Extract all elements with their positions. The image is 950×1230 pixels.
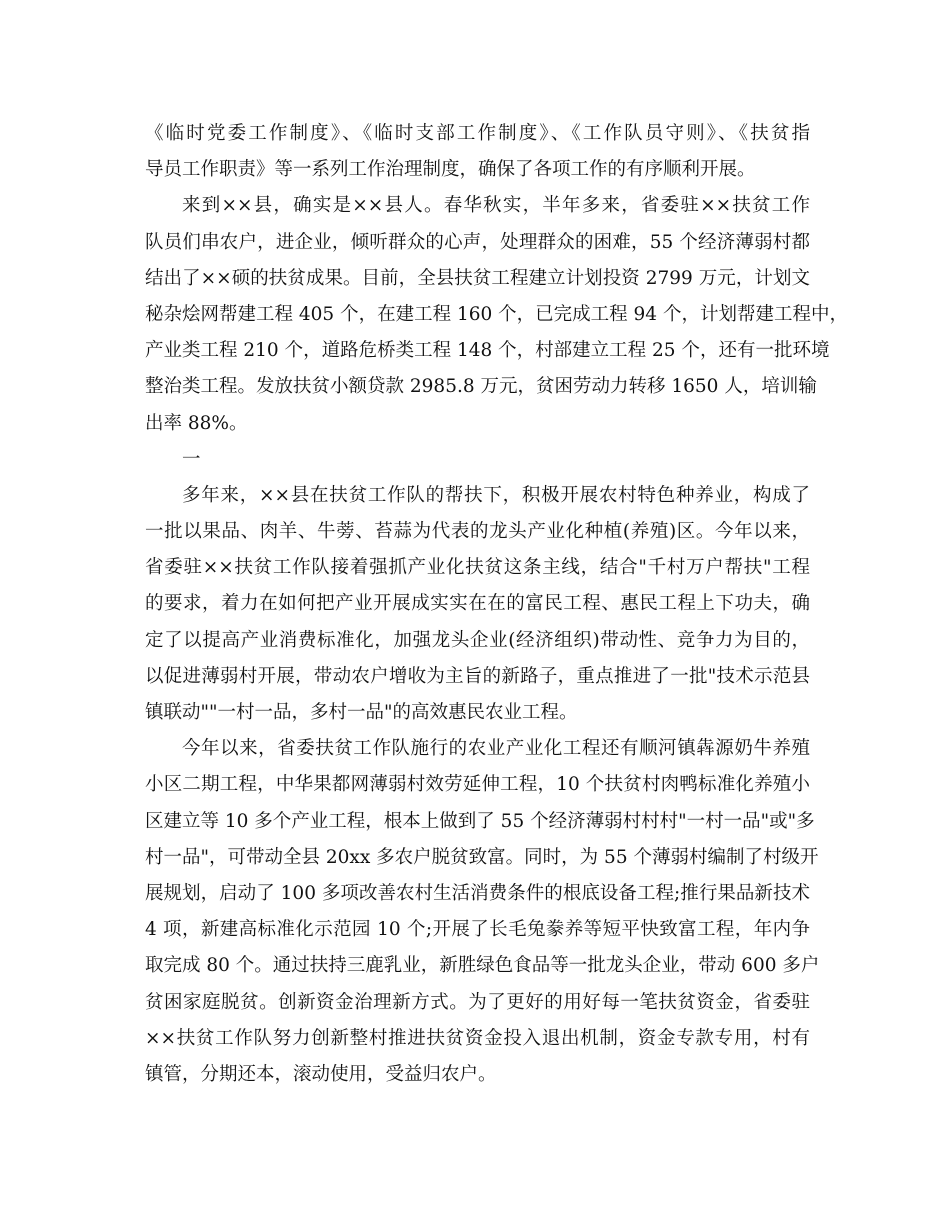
- text-line: 结出了××硕的扶贫成果。目前，全县扶贫工程建立计划投资 2799 万元，计划文: [145, 267, 810, 289]
- text-line: 区建立等 10 多个产业工程，根本上做到了 55 个经济薄弱村村村"一村一品"或"多: [145, 810, 815, 832]
- text-line: 定了以提高产业消费标准化，加强龙头企业(经济组织)带动性、竞争力为目的，: [145, 629, 810, 651]
- text-line: 秘杂烩网帮建工程 405 个，在建工程 160 个，已完成工程 94 个，计划帮建工程中，: [145, 303, 848, 325]
- text-line: 产业类工程 210 个，道路危桥类工程 148 个，村部建立工程 25 个，还有一批环境: [145, 340, 830, 362]
- text-line: 展规划，启动了 100 多项改善农村生活消费条件的根底设备工程;推行果品新技术: [145, 882, 810, 904]
- text-line: ××扶贫工作队努力创新整村推进扶贫资金投入退出机制，资金专款专用，村有: [145, 1027, 810, 1049]
- text-line: 镇管，分期还本，滚动使用，受益归农户。: [145, 1063, 497, 1085]
- text-line: 小区二期工程，中华果都网薄弱村效劳延伸工程，10 个扶贫村肉鸭标准化养殖小: [145, 774, 810, 796]
- text-line: 取完成 80 个。通过扶持三鹿乳业，新胜绿色食品等一批龙头企业，带动 600 多户: [145, 955, 820, 977]
- text-line: 以促进薄弱村开展，带动农户增收为主旨的新路子，重点推进了一批"技术示范县: [145, 665, 810, 687]
- text-line: 导员工作职责》等一系列工作治理制度，确保了各项工作的有序顺利开展。: [145, 159, 756, 181]
- text-line: 一: [182, 448, 201, 470]
- text-line: 村一品"，可带动全县 20xx 多农户脱贫致富。同时，为 55 个薄弱村编制了村级开: [145, 846, 819, 868]
- text-line: 一批以果品、肉羊、牛蒡、苔蒜为代表的龙头产业化种植(养殖)区。今年以来，: [145, 521, 810, 543]
- text-line: 多年来，××县在扶贫工作队的帮扶下，积极开展农村特色种养业，构成了: [182, 484, 810, 506]
- text-line: 省委驻××扶贫工作队接着强抓产业化扶贫这条主线，结合"千村万户帮扶"工程: [145, 557, 810, 579]
- text-line: 整治类工程。发放扶贫小额贷款 2985.8 万元，贫困劳动力转移 1650 人，培训输: [145, 376, 817, 398]
- text-line: 4 项，新建高标准化示范园 10 个;开展了长毛兔豢养等短平快致富工程，年内争: [145, 919, 810, 941]
- text-line: 的要求，着力在如何把产业开展成实实在在的富民工程、惠民工程上下功夫，确: [145, 593, 810, 615]
- text-line: 镇联动""一村一品，多村一品"的高效惠民农业工程。: [145, 702, 578, 723]
- text-line: 今年以来，省委扶贫工作队施行的农业产业化工程还有顺河镇犇源奶牛养殖: [182, 738, 810, 760]
- text-line: 出率 88%。: [145, 412, 248, 434]
- text-line: 《临时党委工作制度》、《临时支部工作制度》、《工作队员守则》、《扶贫指: [145, 123, 810, 144]
- document-body: [145, 116, 848, 1093]
- text-line: 贫困家庭脱贫。创新资金治理新方式。为了更好的用好每一笔扶贫资金，省委驻: [145, 991, 810, 1013]
- text-line: 来到××县，确实是××县人。春华秋实，半年多来，省委驻××扶贫工作: [182, 195, 810, 217]
- text-line: 队员们串农户，进企业，倾听群众的心声，处理群众的困难，55 个经济薄弱村都: [145, 231, 810, 253]
